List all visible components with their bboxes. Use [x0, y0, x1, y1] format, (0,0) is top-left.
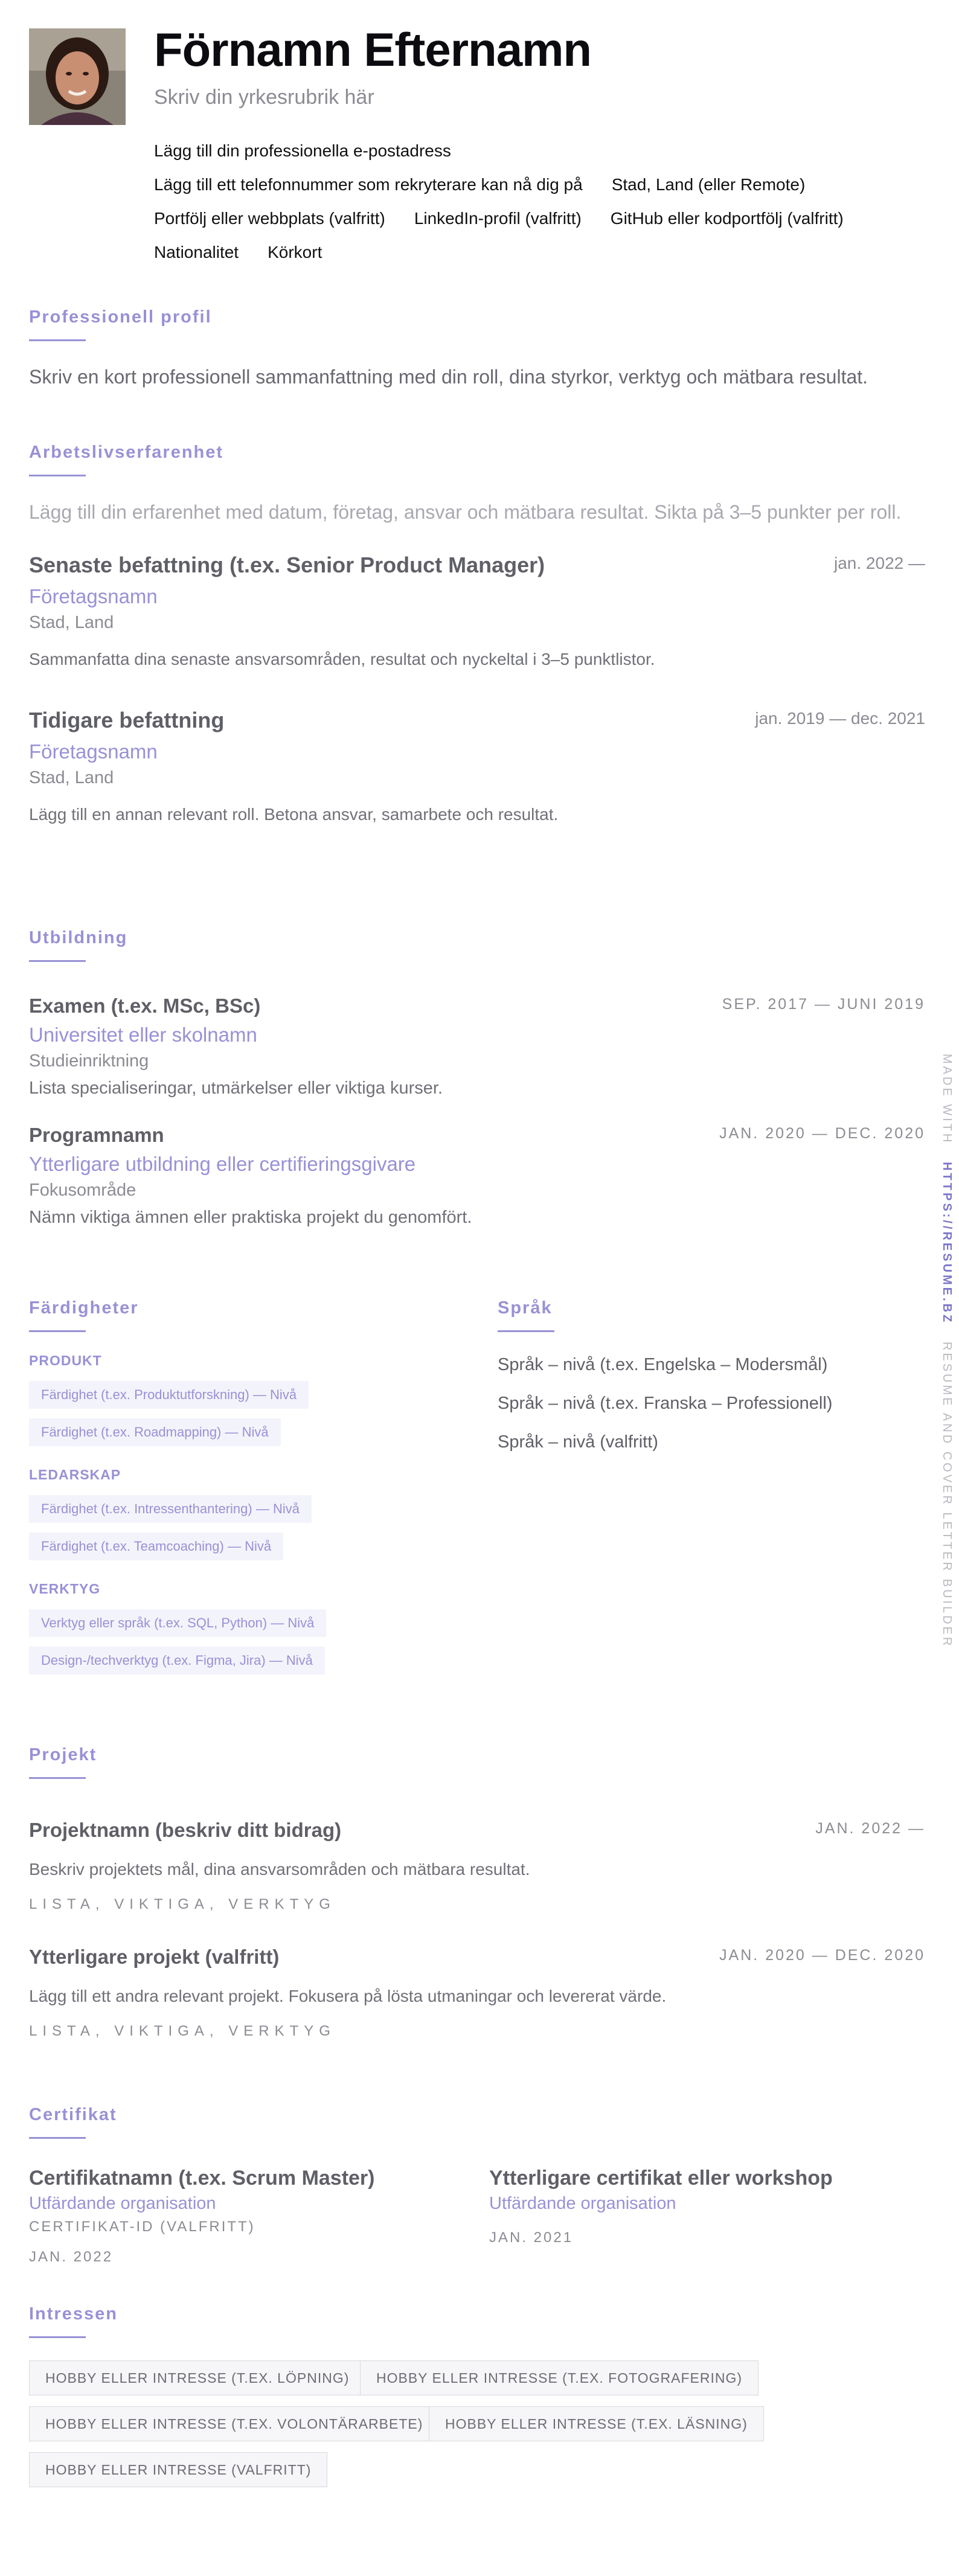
skill-chip: Färdighet (t.ex. Teamcoaching) — Nivå — [29, 1533, 283, 1560]
company-location: Stad, Land — [29, 768, 114, 788]
skill-chip: Färdighet (t.ex. Roadmapping) — Nivå — [29, 1418, 281, 1446]
certificate-entry — [29, 2167, 452, 2266]
education-section — [29, 928, 925, 1228]
skill-category: LEDARSKAP — [29, 1467, 121, 1482]
skill-chip: Verktyg eller språk (t.ex. SQL, Python) — Nivå — [29, 1609, 326, 1637]
section-rule — [29, 2336, 86, 2338]
skill-category: PRODUKT — [29, 1353, 102, 1368]
certificate-name: Certifikatnamn (t.ex. Scrum Master) — [29, 2167, 375, 2190]
section-title: Intressen — [29, 2304, 118, 2324]
contact-row — [154, 134, 925, 168]
projects-section — [29, 1745, 925, 2040]
made-with-prefix: MADE WITH — [940, 1054, 954, 1145]
certificate-issuer: Utfärdande organisation — [489, 2194, 676, 2213]
skill-chip: Färdighet (t.ex. Produktutforskning) — Nivå — [29, 1381, 309, 1409]
resume-page — [29, 0, 925, 2478]
experience-intro: Lägg till din erfarenhet med datum, företag, ansvar och mätbara resultat. Sikta på 3–5 punkter per roll. — [29, 501, 902, 523]
languages-section — [498, 1298, 920, 1461]
resume-link[interactable]: HTTPS://RESUME.BZ — [940, 1162, 954, 1325]
skill-category: VERKTYG — [29, 1581, 101, 1597]
section-title: Utbildning — [29, 928, 128, 947]
interest-tag: HOBBY ELLER INTRESSE (VALFRITT) — [29, 2452, 327, 2487]
profile-summary: Skriv en kort professionell sammanfattning med din roll, dina styrkor, verktyg och mätbara resultat. — [29, 366, 868, 388]
section-rule — [29, 1330, 86, 1332]
contact-row — [154, 235, 925, 269]
company-location: Stad, Land — [29, 613, 114, 633]
candidate-name: Förnamn Efternamn — [154, 23, 592, 76]
portfolio-link[interactable]: Portfölj eller webbplats (valfritt) — [154, 209, 385, 228]
certificate-issuer: Utfärdande organisation — [29, 2194, 216, 2213]
school-name: Universitet eller skolnamn — [29, 1024, 257, 1046]
linkedin-link[interactable]: LinkedIn-profil (valfritt) — [414, 209, 582, 228]
made-with-note — [933, 1054, 954, 1648]
interest-tag: HOBBY ELLER INTRESSE (T.EX. VOLONTÄRARBETE) — [29, 2406, 439, 2441]
project-description: Beskriv projektets mål, dina ansvarsområden och mätbara resultat. — [29, 1860, 530, 1879]
certificate-date: JAN. 2022 — [29, 2249, 114, 2265]
project-dates: JAN. 2020 — DEC. 2020 — [719, 1947, 925, 1964]
experience-section — [29, 443, 925, 824]
interests-section — [29, 2304, 925, 2485]
section-rule — [29, 475, 86, 476]
section-title: Språk — [498, 1298, 553, 1318]
interest-tag: HOBBY ELLER INTRESSE (T.EX. FOTOGRAFERING) — [360, 2360, 759, 2395]
education-dates: JAN. 2020 — DEC. 2020 — [719, 1125, 925, 1142]
location-text: Stad, Land (eller Remote) — [611, 175, 806, 194]
certificate-id: CERTIFIKAT-ID (VALFRITT) — [29, 2219, 255, 2235]
project-entry — [29, 1946, 925, 2040]
project-dates: JAN. 2022 — — [815, 1820, 925, 1837]
drivers-license-text: Körkort — [268, 243, 322, 261]
role-dates: jan. 2022 — — [834, 554, 925, 573]
study-field: Fokusområde — [29, 1181, 136, 1200]
section-rule — [498, 1330, 554, 1332]
contact-info — [154, 134, 925, 269]
skill-chip: Design-/techverktyg (t.ex. Figma, Jira) — Nivå — [29, 1647, 325, 1674]
study-field: Studieinriktning — [29, 1051, 149, 1071]
certificates-section — [29, 2105, 925, 2286]
resume-header — [29, 0, 925, 260]
contact-row — [154, 168, 925, 202]
skills-section — [29, 1298, 452, 1674]
profile-photo — [29, 28, 126, 125]
project-tags: LISTA, VIKTIGA, VERKTYG — [29, 1896, 336, 1912]
education-entry — [29, 995, 925, 1098]
role-description: Sammanfatta dina senaste ansvarsområden, resultat och nyckeltal i 3–5 punktlistor. — [29, 650, 655, 669]
section-title: Professionell profil — [29, 307, 212, 327]
company-name: Företagsnamn — [29, 740, 158, 763]
project-entry — [29, 1819, 925, 1913]
section-title: Projekt — [29, 1745, 97, 1764]
section-rule — [29, 960, 86, 962]
interest-tag: HOBBY ELLER INTRESSE (T.EX. LÖPNING) — [29, 2360, 365, 2395]
github-link[interactable]: GitHub eller kodportfölj (valfritt) — [610, 209, 844, 228]
section-rule — [29, 1777, 86, 1779]
language-item: Språk – nivå (valfritt) — [498, 1432, 658, 1452]
section-rule — [29, 339, 86, 341]
education-description: Nämn viktiga ämnen eller praktiska projekt du genomfört. — [29, 1208, 472, 1227]
project-tags: LISTA, VIKTIGA, VERKTYG — [29, 2023, 336, 2039]
company-name: Företagsnamn — [29, 585, 158, 608]
project-name: Ytterligare projekt (valfritt) — [29, 1946, 280, 1968]
role-dates: jan. 2019 — dec. 2021 — [755, 709, 925, 728]
interest-tag: HOBBY ELLER INTRESSE (T.EX. LÄSNING) — [429, 2406, 764, 2441]
contact-row — [154, 202, 925, 235]
certificate-name: Ytterligare certifikat eller workshop — [489, 2167, 833, 2190]
language-item: Språk – nivå (t.ex. Engelska – Modersmål) — [498, 1354, 828, 1374]
education-dates: SEP. 2017 — JUNI 2019 — [722, 996, 925, 1013]
email-text: Lägg till din professionella e-postadress — [154, 141, 451, 160]
profile-section — [29, 307, 925, 391]
education-entry — [29, 1124, 925, 1228]
degree-title: Programnamn — [29, 1124, 164, 1146]
project-description: Lägg till ett andra relevant projekt. Fokusera på lösta utmaningar och levererat värde. — [29, 1987, 667, 2005]
degree-title: Examen (t.ex. MSc, BSc) — [29, 995, 261, 1017]
made-with-suffix: RESUME AND COVER LETTER BUILDER — [940, 1341, 954, 1648]
nationality-text: Nationalitet — [154, 243, 239, 261]
certificate-date: JAN. 2021 — [489, 2229, 574, 2246]
experience-entry — [29, 708, 925, 824]
skill-chip: Färdighet (t.ex. Intressenthantering) — Nivå — [29, 1495, 312, 1523]
section-title: Arbetslivserfarenhet — [29, 443, 224, 462]
experience-entry — [29, 553, 925, 669]
made-with-text — [940, 1054, 954, 1648]
section-rule — [29, 2137, 86, 2139]
role-description: Lägg till en annan relevant roll. Betona ansvar, samarbete och resultat. — [29, 805, 559, 824]
section-title: Färdigheter — [29, 1298, 139, 1318]
language-item: Språk – nivå (t.ex. Franska – Professionell) — [498, 1393, 833, 1413]
certificate-entry — [489, 2167, 925, 2246]
role-title: Senaste befattning (t.ex. Senior Product Manager) — [29, 553, 545, 578]
education-description: Lista specialiseringar, utmärkelser eller viktiga kurser. — [29, 1078, 443, 1098]
school-name: Ytterligare utbildning eller certifieringsgivare — [29, 1153, 416, 1175]
section-title: Certifikat — [29, 2105, 117, 2124]
job-title: Skriv din yrkesrubrik här — [154, 86, 374, 109]
role-title: Tidigare befattning — [29, 708, 225, 733]
phone-text: Lägg till ett telefonnummer som rekryterare kan nå dig på — [154, 175, 583, 194]
project-name: Projektnamn (beskriv ditt bidrag) — [29, 1819, 342, 1841]
